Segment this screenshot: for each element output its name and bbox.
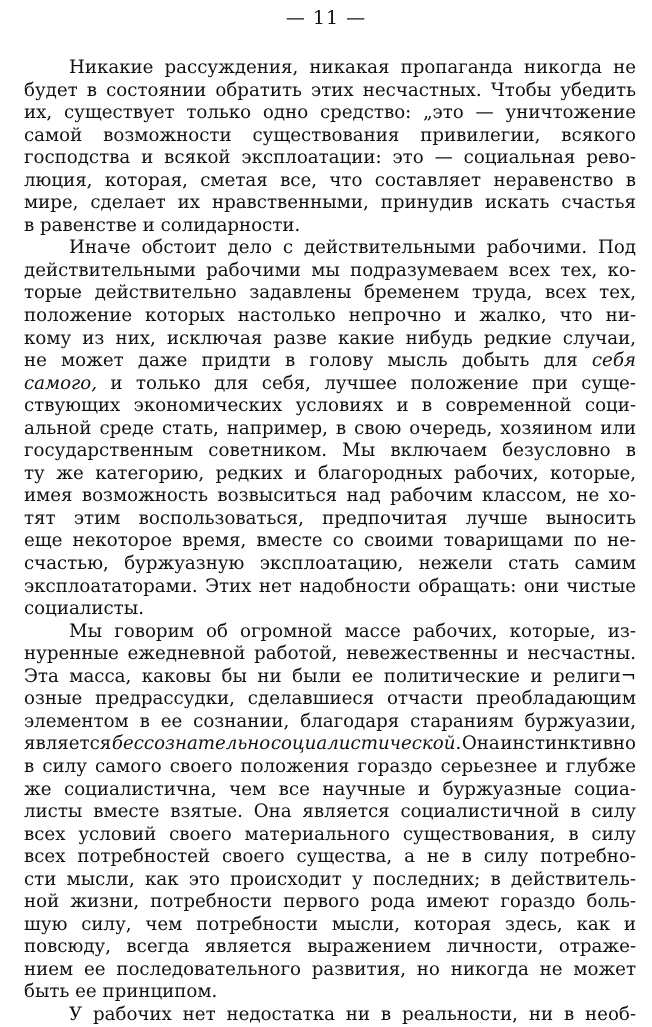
text-line: будет в состоянии обратить этих несчастных. Чтобы убедить	[24, 79, 636, 101]
word: даже	[137, 350, 188, 372]
word: суще-	[581, 372, 636, 394]
text-line: в равенстве и солидарности.	[24, 214, 301, 236]
text-line: сти мысли, как это происходит у последних; в действитель-	[24, 868, 636, 890]
word: для	[543, 350, 578, 372]
text-body	[24, 57, 636, 1027]
text-line: листы вместе взятые. Она является социалистичной в силу	[24, 801, 636, 823]
italic-word: бессознательно	[111, 733, 271, 755]
page-number: — 11 —	[285, 7, 367, 29]
text-line: альной среде стать, например, в свою очередь, хозяином или	[24, 417, 636, 439]
text-line: шую силу, чем потребности мысли, которая здесь, как и	[24, 913, 636, 935]
word: может	[61, 350, 124, 372]
word: себя,	[261, 372, 311, 394]
text-line: нуренные ежедневной работой, невежественны и несчастны.	[24, 643, 636, 665]
text-line: кому из них, исключая разве какие нибудь редкие случаи,	[24, 327, 636, 349]
text-line: тят этим воспользоваться, предпочитая лучше выносить	[24, 507, 636, 529]
word: Она	[461, 733, 500, 755]
text-line: их, существует только одно средство: „это — уничтожение	[24, 102, 636, 124]
word: инстинктивно	[500, 733, 636, 755]
text-line-mixed	[24, 350, 636, 373]
text-line: торые действительно задавлены бременем труда, всех тех,	[24, 282, 636, 304]
text-line: Никакие рассуждения, никакая пропаганда никогда не	[69, 57, 636, 78]
word: и	[110, 372, 123, 394]
text-line: еще некоторое время, вместе со своими товарищами по не-	[24, 530, 636, 552]
text-line: ту же категорию, редких и благородных рабочих, которые,	[24, 462, 636, 484]
word: голову	[309, 350, 374, 372]
text-line: положение которых настолько непрочно и жалко, что ни-	[24, 305, 636, 327]
word: при	[531, 372, 568, 394]
word: не	[24, 350, 47, 372]
text-line: социалисты.	[24, 598, 144, 620]
text-line: в силу самого своего положения гораздо серьезнее и глубже	[24, 755, 636, 777]
text-line-mixed	[24, 733, 636, 756]
text-line: повсюду, всегда является выражением личности, отраже-	[24, 936, 636, 958]
word: придти	[201, 350, 271, 372]
text-line: всех условий своего материального существования, в силу	[24, 823, 636, 845]
word: добыть	[461, 350, 530, 372]
text-line: элементом в ее сознании, благодаря стараниям буржуазии,	[24, 710, 636, 732]
text-line: Мы говорим об огромной массе рабочих, которые, из-	[69, 620, 636, 642]
text-line: всех потребностей своего существа, а не в силу потребно-	[24, 846, 636, 868]
text-line: господства и всякой эксплоатации: это — социальная рево-	[24, 147, 636, 169]
text-line: действительными рабочими мы подразумеваем всех тех, ко-	[24, 259, 636, 281]
text-line: мире, сделает их нравственными, принудив искать счастья	[24, 192, 636, 214]
text-line: У рабочих нет недостатка ни в реальности, ни в необ-	[69, 1003, 636, 1025]
text-line: Иначе обстоит дело с действительными рабочими. Под	[69, 237, 636, 259]
word: для	[214, 372, 249, 394]
text-line-mixed	[24, 373, 636, 396]
word: мысль	[387, 350, 448, 372]
text-line: ной жизни, потребности первого рода имеют гораздо боль-	[24, 891, 636, 913]
text-line: Эта масса, каковы бы ни были ее политические и религи¬	[24, 665, 636, 687]
word: является	[24, 733, 112, 755]
text-line: быть ее принципом.	[24, 981, 218, 1003]
italic-word: самого,	[24, 372, 97, 394]
word: лучшее	[324, 372, 398, 394]
text-line: самой возможности существования привилегии, всякого	[24, 124, 636, 146]
text-line: имея возможность возвыситься над рабочим классом, не хо-	[24, 485, 636, 507]
text-line: нием ее последовательного развития, но никогда не может	[24, 958, 636, 980]
text-line: счастью, буржуазную эксплоатацию, нежели стать самим	[24, 553, 636, 575]
italic-word: социалистической.	[270, 733, 462, 755]
text-line: государственным советником. Мы включаем безусловно в	[24, 440, 636, 462]
word: положение	[410, 372, 519, 394]
text-line: ствующих экономических условиях и в современной соци-	[24, 395, 636, 417]
text-line: эксплоататорами. Этих нет надобности обращать: они чистые	[24, 575, 636, 597]
text-line: люция, которая, сметая все, что составляет неравенство в	[24, 169, 636, 191]
text-line: озные предрассудки, сделавшиеся отчасти преобладающим	[24, 688, 636, 710]
word: в	[284, 350, 296, 372]
text-line: же социалистична, чем все научные и буржуазные социа-	[24, 778, 636, 800]
word: только	[135, 372, 201, 394]
italic-word: себя	[591, 350, 636, 372]
